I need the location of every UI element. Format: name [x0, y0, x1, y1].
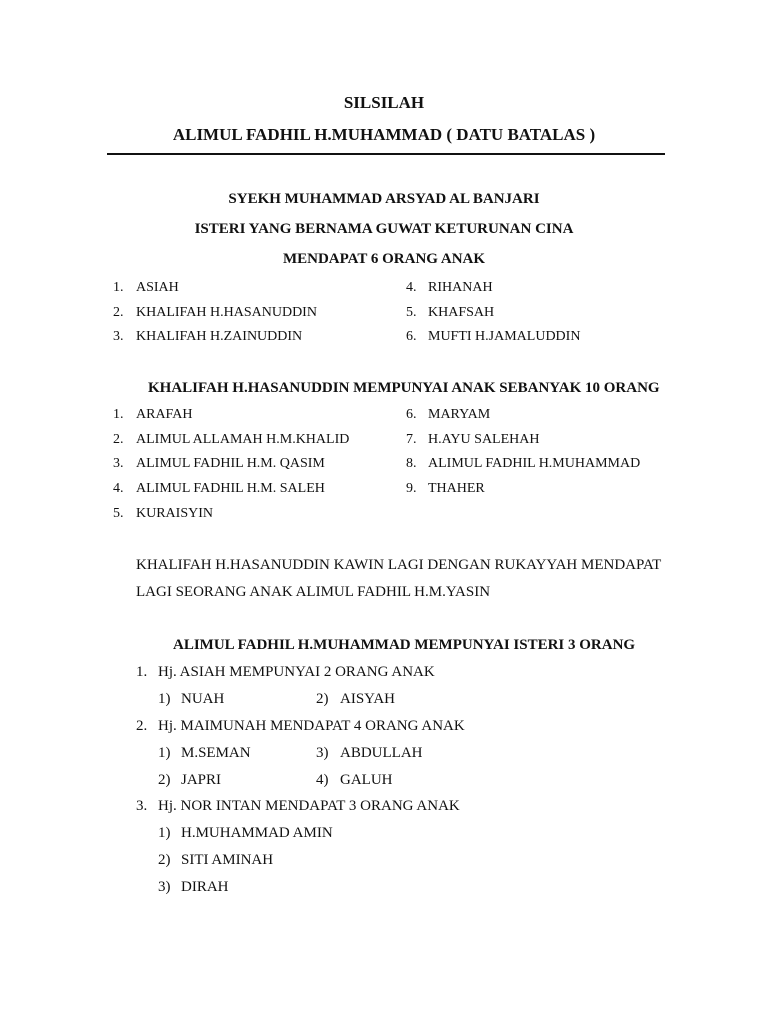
- child-number: 3): [158, 879, 171, 895]
- list-item-number: 6.: [406, 329, 417, 344]
- wife-number: 2.: [136, 718, 148, 734]
- list-item: ALIMUL FADHIL H.M. QASIM: [136, 456, 325, 471]
- list-item-number: 3.: [113, 329, 124, 344]
- list-item: ALIMUL FADHIL H.MUHAMMAD: [428, 456, 641, 471]
- list-item: ARAFAH: [136, 407, 193, 422]
- child-number: 2): [158, 852, 171, 868]
- list-item-number: 8.: [406, 456, 417, 471]
- list-item: KHALIFAH H.HASANUDDIN: [136, 305, 317, 320]
- child-number: 2): [158, 772, 171, 788]
- list-item: ALIMUL FADHIL H.M. SALEH: [136, 481, 325, 496]
- child-item: DIRAH: [181, 879, 229, 895]
- list-item: MARYAM: [428, 407, 491, 422]
- paragraph-line: KHALIFAH H.HASANUDDIN KAWIN LAGI DENGAN RUKAYYAH MENDAPAT: [136, 557, 662, 573]
- child-item: SITI AMINAH: [181, 852, 274, 868]
- list-item-number: 5.: [406, 305, 417, 320]
- child-number: 3): [316, 745, 329, 761]
- list-item-number: 5.: [113, 506, 124, 521]
- list-item-number: 2.: [113, 305, 124, 320]
- section1-heading3: MENDAPAT 6 ORANG ANAK: [282, 251, 486, 267]
- child-number: 1): [158, 745, 171, 761]
- list-item: ALIMUL ALLAMAH H.M.KHALID: [136, 432, 350, 447]
- section1-heading2: ISTERI YANG BERNAMA GUWAT KETURUNAN CINA: [194, 221, 574, 237]
- list-item-number: 1.: [113, 280, 124, 295]
- list-item-number: 4.: [113, 481, 124, 496]
- list-item-number: 7.: [406, 432, 417, 447]
- child-item: GALUH: [340, 772, 393, 788]
- list-item: KHALIFAH H.ZAINUDDIN: [136, 329, 303, 344]
- list-item-number: 3.: [113, 456, 124, 471]
- child-number: 1): [158, 825, 171, 841]
- paragraph-line: LAGI SEORANG ANAK ALIMUL FADHIL H.M.YASIN: [136, 584, 491, 600]
- child-item: H.MUHAMMAD AMIN: [181, 825, 333, 841]
- child-item: ABDULLAH: [340, 745, 423, 761]
- section2-heading: KHALIFAH H.HASANUDDIN MEMPUNYAI ANAK SEBANYAK 10 ORANG: [148, 380, 660, 396]
- list-item: RIHANAH: [428, 280, 493, 295]
- list-item-number: 6.: [406, 407, 417, 422]
- wife-number: 1.: [136, 664, 148, 680]
- list-item-number: 9.: [406, 481, 417, 496]
- child-number: 2): [316, 691, 329, 707]
- page-subtitle: ALIMUL FADHIL H.MUHAMMAD ( DATU BATALAS ): [172, 125, 596, 144]
- title-divider: [107, 153, 665, 155]
- wife-label: Hj. NOR INTAN MENDAPAT 3 ORANG ANAK: [158, 798, 460, 814]
- wife-label: Hj. MAIMUNAH MENDAPAT 4 ORANG ANAK: [158, 718, 465, 734]
- page-title: SILSILAH: [343, 93, 425, 112]
- child-number: 1): [158, 691, 171, 707]
- child-item: JAPRI: [181, 772, 222, 788]
- list-item: MUFTI H.JAMALUDDIN: [428, 329, 581, 344]
- list-item-number: 4.: [406, 280, 417, 295]
- section3-heading: ALIMUL FADHIL H.MUHAMMAD MEMPUNYAI ISTERI 3 ORANG: [173, 637, 636, 653]
- section1-heading1: SYEKH MUHAMMAD ARSYAD AL BANJARI: [228, 191, 540, 207]
- list-item: THAHER: [428, 481, 485, 496]
- wife-number: 3.: [136, 798, 148, 814]
- list-item: KHAFSAH: [428, 305, 495, 320]
- list-item: KURAISYIN: [136, 506, 213, 521]
- list-item-number: 1.: [113, 407, 124, 422]
- wife-label: Hj. ASIAH MEMPUNYAI 2 ORANG ANAK: [158, 664, 435, 680]
- child-item: AISYAH: [340, 691, 396, 707]
- child-number: 4): [316, 772, 329, 788]
- child-item: M.SEMAN: [181, 745, 251, 761]
- list-item-number: 2.: [113, 432, 124, 447]
- list-item: ASIAH: [136, 280, 179, 295]
- child-item: NUAH: [181, 691, 225, 707]
- list-item: H.AYU SALEHAH: [428, 432, 540, 447]
